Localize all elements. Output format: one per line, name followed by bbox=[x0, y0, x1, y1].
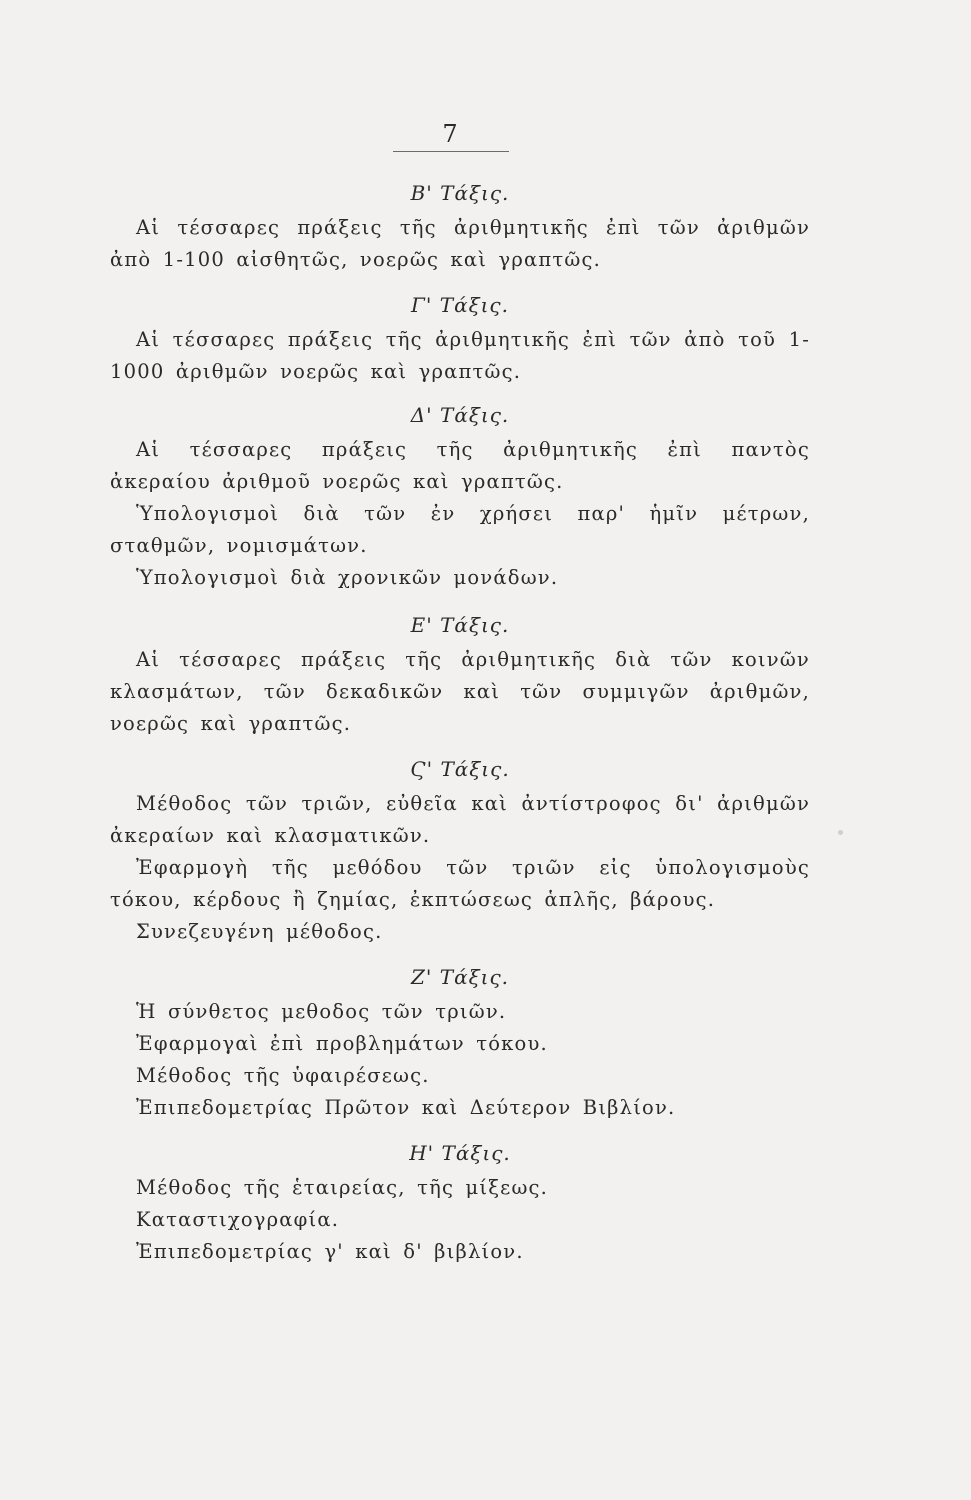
section-paragraph: Αἱ τέσσαρες πράξεις τῆς ἀριθμητικῆς ἐπὶ παντὸς ἀκεραίου ἀριθμοῦ νοερῶς καὶ γραπτῶς. bbox=[110, 438, 810, 493]
section-z bbox=[110, 962, 810, 1124]
section-paragraph: Μέθοδος τῆς ὑφαιρέσεως. bbox=[136, 1064, 430, 1087]
section-paragraph: Αἱ τέσσαρες πράξεις τῆς ἀριθμητικῆς ἐπὶ τῶν ἀριθμῶν ἀπὸ 1-100 αἰσθητῶς, νοερῶς καὶ γραπτῶς. bbox=[110, 216, 810, 271]
section-paragraph: Ὑπολογισμοὶ διὰ τῶν ἐν χρήσει παρ' ἡμῖν μέτρων, σταθμῶν, νομισμάτων. bbox=[110, 502, 810, 557]
section-paragraph: Ἐφαρμογὴ τῆς μεθόδου τῶν τριῶν εἰς ὑπολογισμοὺς τόκου, κέρδους ἢ ζημίας, ἐκπτώσεως ἁπλῆς, βάρους. bbox=[110, 856, 810, 911]
section-paragraph: Συνεζευγένη μέθοδος. bbox=[136, 920, 383, 943]
section-heading: Ζ' Τάξις. bbox=[410, 965, 509, 989]
header-rule bbox=[393, 151, 509, 152]
section-paragraph: Ὑπολογισμοὶ διὰ χρονικῶν μονάδων. bbox=[136, 566, 559, 589]
curriculum-content bbox=[110, 178, 810, 1280]
section-paragraph: Ἐπιπεδομετρίας Πρῶτον καὶ Δεύτερον Βιβλίον. bbox=[136, 1096, 676, 1119]
section-b bbox=[110, 178, 810, 276]
section-paragraph: Καταστιχογραφία. bbox=[136, 1208, 340, 1231]
section-d bbox=[110, 400, 810, 594]
section-heading: Ε' Τάξις. bbox=[410, 613, 510, 637]
section-heading: Δ' Τάξις. bbox=[410, 403, 510, 427]
section-paragraph: Αἱ τέσσαρες πράξεις τῆς ἀριθμητικῆς διὰ τῶν κοινῶν κλασμάτων, τῶν δεκαδικῶν καὶ τῶν συμμιγῶν ἀριθμῶν, νοερῶς καὶ γραπτῶς. bbox=[110, 648, 810, 735]
section-e bbox=[110, 610, 810, 740]
section-heading: Γ' Τάξις. bbox=[411, 293, 509, 317]
section-paragraph: Ἐφαρμογαὶ ἐπὶ προβλημάτων τόκου. bbox=[136, 1032, 548, 1055]
section-paragraph: Μέθοδος τῆς ἑταιρείας, τῆς μίξεως. bbox=[136, 1176, 549, 1199]
section-heading: Β' Τάξις. bbox=[410, 181, 510, 205]
page-number: 7 bbox=[442, 120, 458, 148]
section-st bbox=[110, 754, 810, 948]
section-heading: Ϛ' Τάξις. bbox=[410, 757, 510, 781]
section-paragraph: Αἱ τέσσαρες πράξεις τῆς ἀριθμητικῆς ἐπὶ τῶν ἀπὸ τοῦ 1-1000 ἀριθμῶν νοερῶς καὶ γραπτῶς. bbox=[110, 328, 810, 383]
section-h bbox=[110, 1138, 810, 1268]
section-paragraph: Μέθοδος τῶν τριῶν, εὐθεῖα καὶ ἀντίστροφος δι' ἀριθμῶν ἀκεραίων καὶ κλασματικῶν. bbox=[110, 792, 810, 847]
section-paragraph: Ἐπιπεδομετρίας γ' καὶ δ' βιβλίον. bbox=[136, 1240, 524, 1263]
section-heading: Η' Τάξις. bbox=[409, 1141, 511, 1165]
section-paragraph: Ἡ σύνθετος μεθοδος τῶν τριῶν. bbox=[136, 1000, 507, 1023]
paper-speck bbox=[838, 830, 843, 835]
section-g bbox=[110, 290, 810, 388]
